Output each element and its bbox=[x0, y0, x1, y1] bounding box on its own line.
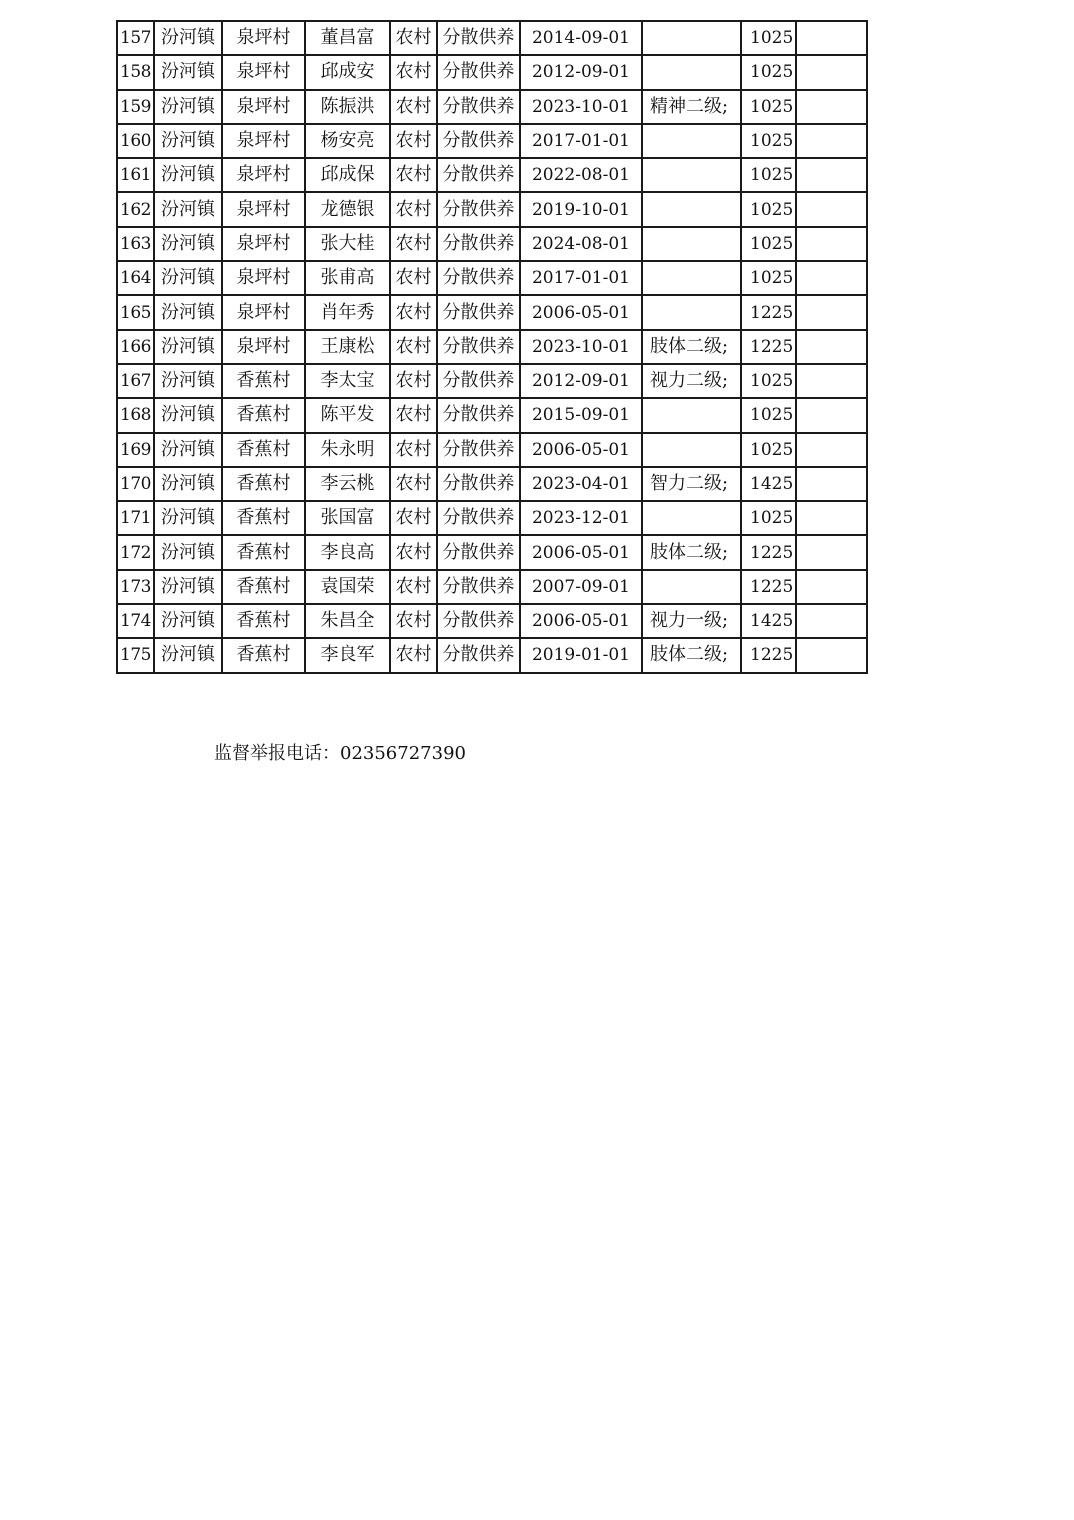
table-row bbox=[117, 330, 867, 364]
village-cell: 香蕉村 bbox=[222, 433, 305, 467]
name-cell: 陈振洪 bbox=[305, 90, 390, 124]
amount-cell: 1025 bbox=[741, 261, 796, 295]
start-date-cell: 2023-12-01 bbox=[520, 501, 642, 535]
table-row bbox=[117, 398, 867, 432]
amount-cell: 1225 bbox=[741, 295, 796, 329]
area-type-cell: 农村 bbox=[390, 364, 437, 398]
note-cell bbox=[796, 364, 867, 398]
amount-cell: 1025 bbox=[741, 398, 796, 432]
row-number: 163 bbox=[117, 227, 154, 261]
name-cell: 龙德银 bbox=[305, 192, 390, 226]
disability-cell bbox=[642, 192, 741, 226]
name-cell: 张甫高 bbox=[305, 261, 390, 295]
village-cell: 泉坪村 bbox=[222, 330, 305, 364]
disability-cell: 智力二级; bbox=[642, 467, 741, 501]
village-cell: 泉坪村 bbox=[222, 90, 305, 124]
note-cell bbox=[796, 535, 867, 569]
amount-cell: 1025 bbox=[741, 158, 796, 192]
row-number: 162 bbox=[117, 192, 154, 226]
note-cell bbox=[796, 604, 867, 638]
start-date-cell: 2019-10-01 bbox=[520, 192, 642, 226]
town-cell: 汾河镇 bbox=[154, 124, 222, 158]
note-cell bbox=[796, 192, 867, 226]
disability-cell bbox=[642, 295, 741, 329]
row-number: 167 bbox=[117, 364, 154, 398]
amount-cell: 1425 bbox=[741, 467, 796, 501]
area-type-cell: 农村 bbox=[390, 433, 437, 467]
amount-cell: 1225 bbox=[741, 638, 796, 672]
note-cell bbox=[796, 158, 867, 192]
town-cell: 汾河镇 bbox=[154, 364, 222, 398]
supervision-hotline: 监督举报电话：02356727390 bbox=[214, 743, 466, 764]
village-cell: 泉坪村 bbox=[222, 55, 305, 89]
row-number: 159 bbox=[117, 90, 154, 124]
area-type-cell: 农村 bbox=[390, 261, 437, 295]
support-mode-cell: 分散供养 bbox=[437, 364, 520, 398]
support-mode-cell: 分散供养 bbox=[437, 21, 520, 55]
amount-cell: 1025 bbox=[741, 55, 796, 89]
support-mode-cell: 分散供养 bbox=[437, 192, 520, 226]
table-row bbox=[117, 158, 867, 192]
village-cell: 香蕉村 bbox=[222, 364, 305, 398]
area-type-cell: 农村 bbox=[390, 55, 437, 89]
area-type-cell: 农村 bbox=[390, 570, 437, 604]
start-date-cell: 2012-09-01 bbox=[520, 55, 642, 89]
town-cell: 汾河镇 bbox=[154, 90, 222, 124]
start-date-cell: 2006-05-01 bbox=[520, 295, 642, 329]
amount-cell: 1025 bbox=[741, 364, 796, 398]
name-cell: 邱成安 bbox=[305, 55, 390, 89]
note-cell bbox=[796, 21, 867, 55]
support-mode-cell: 分散供养 bbox=[437, 330, 520, 364]
row-number: 171 bbox=[117, 501, 154, 535]
note-cell bbox=[796, 90, 867, 124]
row-number: 157 bbox=[117, 21, 154, 55]
disability-cell bbox=[642, 433, 741, 467]
amount-cell: 1225 bbox=[741, 535, 796, 569]
village-cell: 香蕉村 bbox=[222, 570, 305, 604]
amount-cell: 1025 bbox=[741, 192, 796, 226]
start-date-cell: 2023-10-01 bbox=[520, 90, 642, 124]
row-number: 158 bbox=[117, 55, 154, 89]
note-cell bbox=[796, 570, 867, 604]
village-cell: 泉坪村 bbox=[222, 261, 305, 295]
town-cell: 汾河镇 bbox=[154, 535, 222, 569]
note-cell bbox=[796, 467, 867, 501]
village-cell: 泉坪村 bbox=[222, 21, 305, 55]
row-number: 170 bbox=[117, 467, 154, 501]
disability-cell: 肢体二级; bbox=[642, 330, 741, 364]
name-cell: 李良军 bbox=[305, 638, 390, 672]
row-number: 172 bbox=[117, 535, 154, 569]
area-type-cell: 农村 bbox=[390, 467, 437, 501]
start-date-cell: 2006-05-01 bbox=[520, 433, 642, 467]
name-cell: 张大桂 bbox=[305, 227, 390, 261]
name-cell: 朱永明 bbox=[305, 433, 390, 467]
disability-cell: 视力二级; bbox=[642, 364, 741, 398]
area-type-cell: 农村 bbox=[390, 227, 437, 261]
amount-cell: 1025 bbox=[741, 501, 796, 535]
name-cell: 张国富 bbox=[305, 501, 390, 535]
table-row bbox=[117, 467, 867, 501]
town-cell: 汾河镇 bbox=[154, 158, 222, 192]
area-type-cell: 农村 bbox=[390, 604, 437, 638]
note-cell bbox=[796, 501, 867, 535]
support-mode-cell: 分散供养 bbox=[437, 467, 520, 501]
start-date-cell: 2015-09-01 bbox=[520, 398, 642, 432]
note-cell bbox=[796, 124, 867, 158]
amount-cell: 1425 bbox=[741, 604, 796, 638]
village-cell: 香蕉村 bbox=[222, 604, 305, 638]
disability-cell bbox=[642, 158, 741, 192]
start-date-cell: 2024-08-01 bbox=[520, 227, 642, 261]
amount-cell: 1025 bbox=[741, 433, 796, 467]
name-cell: 袁国荣 bbox=[305, 570, 390, 604]
town-cell: 汾河镇 bbox=[154, 433, 222, 467]
support-mode-cell: 分散供养 bbox=[437, 295, 520, 329]
note-cell bbox=[796, 261, 867, 295]
start-date-cell: 2007-09-01 bbox=[520, 570, 642, 604]
support-mode-cell: 分散供养 bbox=[437, 261, 520, 295]
table-row bbox=[117, 192, 867, 226]
village-cell: 泉坪村 bbox=[222, 124, 305, 158]
town-cell: 汾河镇 bbox=[154, 330, 222, 364]
village-cell: 香蕉村 bbox=[222, 398, 305, 432]
amount-cell: 1025 bbox=[741, 124, 796, 158]
disability-cell bbox=[642, 570, 741, 604]
row-number: 161 bbox=[117, 158, 154, 192]
note-cell bbox=[796, 55, 867, 89]
table-row bbox=[117, 261, 867, 295]
area-type-cell: 农村 bbox=[390, 192, 437, 226]
name-cell: 李云桃 bbox=[305, 467, 390, 501]
support-mode-cell: 分散供养 bbox=[437, 90, 520, 124]
support-mode-cell: 分散供养 bbox=[437, 604, 520, 638]
note-cell bbox=[796, 398, 867, 432]
row-number: 160 bbox=[117, 124, 154, 158]
disability-cell: 肢体二级; bbox=[642, 535, 741, 569]
area-type-cell: 农村 bbox=[390, 330, 437, 364]
table-row bbox=[117, 638, 867, 672]
disability-cell bbox=[642, 261, 741, 295]
disability-cell bbox=[642, 124, 741, 158]
amount-cell: 1025 bbox=[741, 21, 796, 55]
support-mode-cell: 分散供养 bbox=[437, 570, 520, 604]
support-mode-cell: 分散供养 bbox=[437, 227, 520, 261]
village-cell: 香蕉村 bbox=[222, 638, 305, 672]
village-cell: 泉坪村 bbox=[222, 158, 305, 192]
town-cell: 汾河镇 bbox=[154, 21, 222, 55]
town-cell: 汾河镇 bbox=[154, 570, 222, 604]
name-cell: 邱成保 bbox=[305, 158, 390, 192]
support-mode-cell: 分散供养 bbox=[437, 55, 520, 89]
disability-cell bbox=[642, 501, 741, 535]
support-mode-cell: 分散供养 bbox=[437, 158, 520, 192]
row-number: 169 bbox=[117, 433, 154, 467]
area-type-cell: 农村 bbox=[390, 158, 437, 192]
support-mode-cell: 分散供养 bbox=[437, 433, 520, 467]
disability-cell: 视力一级; bbox=[642, 604, 741, 638]
disability-cell: 精神二级; bbox=[642, 90, 741, 124]
village-cell: 香蕉村 bbox=[222, 501, 305, 535]
area-type-cell: 农村 bbox=[390, 398, 437, 432]
support-mode-cell: 分散供养 bbox=[437, 638, 520, 672]
start-date-cell: 2023-10-01 bbox=[520, 330, 642, 364]
start-date-cell: 2012-09-01 bbox=[520, 364, 642, 398]
amount-cell: 1225 bbox=[741, 570, 796, 604]
name-cell: 王康松 bbox=[305, 330, 390, 364]
town-cell: 汾河镇 bbox=[154, 55, 222, 89]
start-date-cell: 2006-05-01 bbox=[520, 604, 642, 638]
table-row bbox=[117, 433, 867, 467]
support-mode-cell: 分散供养 bbox=[437, 398, 520, 432]
table-row bbox=[117, 535, 867, 569]
town-cell: 汾河镇 bbox=[154, 467, 222, 501]
name-cell: 陈平发 bbox=[305, 398, 390, 432]
town-cell: 汾河镇 bbox=[154, 604, 222, 638]
table-row bbox=[117, 295, 867, 329]
table-row bbox=[117, 124, 867, 158]
village-cell: 香蕉村 bbox=[222, 467, 305, 501]
name-cell: 肖年秀 bbox=[305, 295, 390, 329]
area-type-cell: 农村 bbox=[390, 295, 437, 329]
table-row bbox=[117, 501, 867, 535]
village-cell: 泉坪村 bbox=[222, 227, 305, 261]
note-cell bbox=[796, 638, 867, 672]
area-type-cell: 农村 bbox=[390, 124, 437, 158]
village-cell: 泉坪村 bbox=[222, 295, 305, 329]
table-row bbox=[117, 55, 867, 89]
start-date-cell: 2022-08-01 bbox=[520, 158, 642, 192]
name-cell: 董昌富 bbox=[305, 21, 390, 55]
note-cell bbox=[796, 227, 867, 261]
table-row bbox=[117, 21, 867, 55]
area-type-cell: 农村 bbox=[390, 535, 437, 569]
village-cell: 香蕉村 bbox=[222, 535, 305, 569]
table-body bbox=[117, 21, 867, 673]
start-date-cell: 2014-09-01 bbox=[520, 21, 642, 55]
support-mode-cell: 分散供养 bbox=[437, 535, 520, 569]
table-row bbox=[117, 227, 867, 261]
support-mode-cell: 分散供养 bbox=[437, 501, 520, 535]
town-cell: 汾河镇 bbox=[154, 261, 222, 295]
amount-cell: 1225 bbox=[741, 330, 796, 364]
start-date-cell: 2006-05-01 bbox=[520, 535, 642, 569]
support-mode-cell: 分散供养 bbox=[437, 124, 520, 158]
town-cell: 汾河镇 bbox=[154, 398, 222, 432]
row-number: 173 bbox=[117, 570, 154, 604]
note-cell bbox=[796, 433, 867, 467]
beneficiary-table bbox=[116, 20, 868, 674]
town-cell: 汾河镇 bbox=[154, 227, 222, 261]
table-row bbox=[117, 604, 867, 638]
town-cell: 汾河镇 bbox=[154, 295, 222, 329]
note-cell bbox=[796, 295, 867, 329]
disability-cell: 肢体二级; bbox=[642, 638, 741, 672]
disability-cell bbox=[642, 55, 741, 89]
name-cell: 朱昌全 bbox=[305, 604, 390, 638]
name-cell: 杨安亮 bbox=[305, 124, 390, 158]
area-type-cell: 农村 bbox=[390, 638, 437, 672]
row-number: 175 bbox=[117, 638, 154, 672]
start-date-cell: 2023-04-01 bbox=[520, 467, 642, 501]
town-cell: 汾河镇 bbox=[154, 638, 222, 672]
note-cell bbox=[796, 330, 867, 364]
name-cell: 李太宝 bbox=[305, 364, 390, 398]
row-number: 164 bbox=[117, 261, 154, 295]
row-number: 165 bbox=[117, 295, 154, 329]
disability-cell bbox=[642, 227, 741, 261]
area-type-cell: 农村 bbox=[390, 90, 437, 124]
row-number: 168 bbox=[117, 398, 154, 432]
table-row bbox=[117, 364, 867, 398]
amount-cell: 1025 bbox=[741, 227, 796, 261]
table-row bbox=[117, 570, 867, 604]
row-number: 166 bbox=[117, 330, 154, 364]
village-cell: 泉坪村 bbox=[222, 192, 305, 226]
disability-cell bbox=[642, 398, 741, 432]
start-date-cell: 2017-01-01 bbox=[520, 261, 642, 295]
amount-cell: 1025 bbox=[741, 90, 796, 124]
table-row bbox=[117, 90, 867, 124]
town-cell: 汾河镇 bbox=[154, 501, 222, 535]
row-number: 174 bbox=[117, 604, 154, 638]
town-cell: 汾河镇 bbox=[154, 192, 222, 226]
start-date-cell: 2017-01-01 bbox=[520, 124, 642, 158]
disability-cell bbox=[642, 21, 741, 55]
start-date-cell: 2019-01-01 bbox=[520, 638, 642, 672]
area-type-cell: 农村 bbox=[390, 501, 437, 535]
name-cell: 李良高 bbox=[305, 535, 390, 569]
area-type-cell: 农村 bbox=[390, 21, 437, 55]
